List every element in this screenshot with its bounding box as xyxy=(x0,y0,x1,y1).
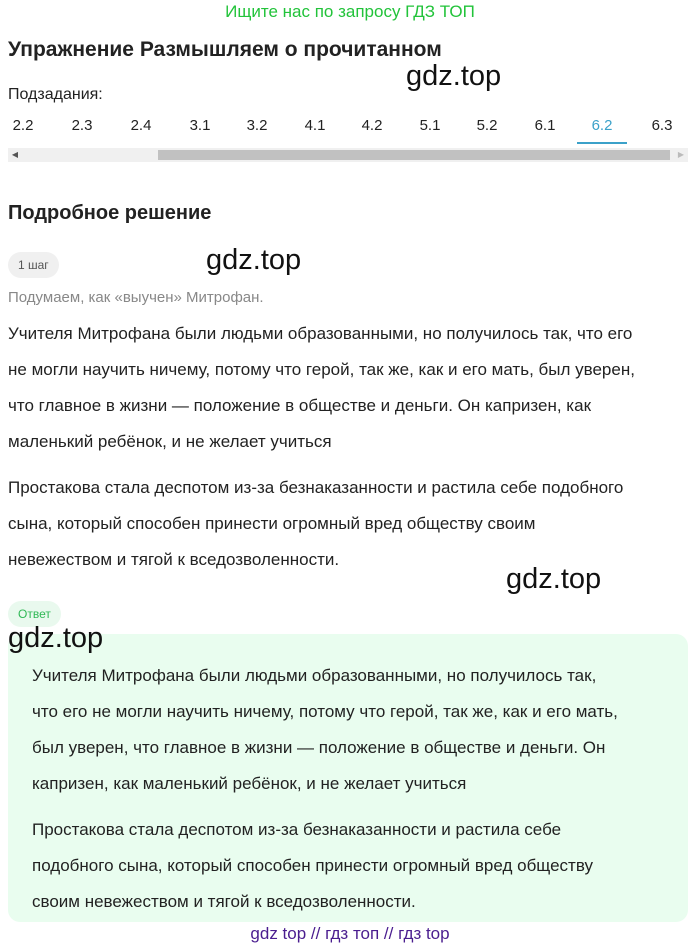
text-line: подобного сына, который способен принести огромный вред обществу xyxy=(32,856,593,875)
tab-2-4[interactable]: 2.4 xyxy=(130,117,152,134)
tab-6-1[interactable]: 6.1 xyxy=(534,117,556,134)
watermark: gdz.top xyxy=(506,563,602,595)
answer-paragraph xyxy=(32,658,672,802)
subtask-tabs xyxy=(0,116,700,148)
search-banner: Ищите нас по запросу ГДЗ ТОП xyxy=(225,2,475,21)
watermark: gdz.top xyxy=(406,60,502,92)
tab-3-2[interactable]: 3.2 xyxy=(246,117,268,134)
text-line: Простакова стала деспотом из-за безнаказанности и растила себе подобного xyxy=(8,478,624,497)
tab-4-2[interactable]: 4.2 xyxy=(361,117,383,134)
tab-6-3[interactable]: 6.3 xyxy=(651,117,673,134)
text-line: был уверен, что главное в жизни — положение в обществе и деньги. Он xyxy=(32,738,606,757)
text-line: что главное в жизни — положение в обществе и деньги. Он капризен, как xyxy=(8,396,592,415)
text-line: Простакова стала деспотом из-за безнаказанности и растила себе xyxy=(32,820,562,839)
text-line: своим невежеством и тягой к вседозволенности. xyxy=(32,892,416,911)
text-line: Учителя Митрофана были людьми образованными, но получилось так, xyxy=(32,666,597,685)
text-line: маленький ребёнок, и не желает учиться xyxy=(8,432,332,451)
tab-5-1[interactable]: 5.1 xyxy=(419,117,441,134)
tab-5-2[interactable]: 5.2 xyxy=(476,117,498,134)
tab-3-1[interactable]: 3.1 xyxy=(189,117,211,134)
text-line: капризен, как маленький ребёнок, и не желает учиться xyxy=(32,774,467,793)
watermark: gdz.top xyxy=(206,244,302,276)
answer-badge: Ответ xyxy=(8,601,61,627)
tab-2-2[interactable]: 2.2 xyxy=(12,117,34,134)
answer-paragraph xyxy=(32,812,672,920)
scroll-left-arrow-icon[interactable]: ◀ xyxy=(11,150,19,159)
step-hint: Подумаем, как «выучен» Митрофан. xyxy=(8,289,264,306)
tab-4-1[interactable]: 4.1 xyxy=(304,117,326,134)
scroll-thumb[interactable] xyxy=(158,150,670,160)
scroll-right-arrow-icon[interactable]: ▶ xyxy=(677,150,685,159)
tab-2-3[interactable]: 2.3 xyxy=(71,117,93,134)
text-line: не могли научить ничему, потому что герой, так же, как и его мать, был уверен, xyxy=(8,360,635,379)
text-line: невежеством и тягой к вседозволенности. xyxy=(8,550,340,569)
page-title: Упражнение Размышляем о прочитанном xyxy=(8,38,442,61)
tab-6-2[interactable]: 6.2 xyxy=(577,116,627,146)
section-title: Подробное решение xyxy=(8,202,212,224)
text-line: что его не могли научить ничему, потому что герой, так же, как и его мать, xyxy=(32,702,618,721)
text-line: сына, который способен принести огромный вред обществу своим xyxy=(8,514,536,533)
step-badge: 1 шаг xyxy=(8,252,59,278)
tabs-scrollbar[interactable] xyxy=(8,148,688,162)
text-line: Учителя Митрофана были людьми образованными, но получилось так, что его xyxy=(8,324,633,343)
subtasks-label: Подзадания: xyxy=(8,86,103,103)
solution-paragraph xyxy=(8,316,688,460)
watermark: gdz.top xyxy=(8,622,104,654)
solution-paragraph xyxy=(8,470,688,578)
footer-links[interactable]: gdz top // гдз топ // гдз top xyxy=(250,924,450,943)
